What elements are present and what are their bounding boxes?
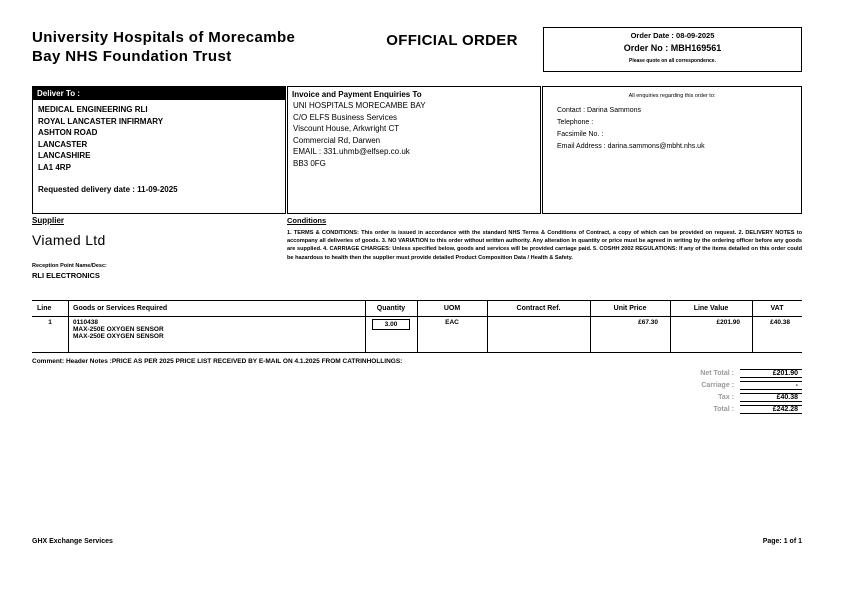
- cell-line-value: £201.90: [716, 319, 740, 326]
- tax-label: Tax :: [718, 393, 734, 401]
- reception-point-label: Reception Point Name/Desc:: [32, 263, 107, 269]
- col-goods: Goods or Services Required: [73, 304, 168, 312]
- item-description-2: MAX-250E OXYGEN SENSOR: [73, 333, 164, 340]
- supplier-label: Supplier: [32, 216, 65, 225]
- cell-quantity: [365, 316, 417, 352]
- net-total-value: £201.90: [740, 369, 802, 378]
- conditions-text: 1. TERMS & CONDITIONS: This order is issued in accordance with the standard NHS Terms & Conditions of Contract, a copy of which can be provided on request. 2. DELIVERY NOTES to accompany all deliveries of goods. 3. NO VARIATION to this order without written authority. Any alteration in quantity or price must be agreed in writing by the ordering officer before any goods are supplied. 4. CARRIAGE CHARGES: Unless specified below, goods and services will be provided carriage paid. 5. COSHH 2002 REGULATIONS: If any of the items detailed on this order could be hazardous to health then the supplier must provide detailed Product Composition Data / Health & Safety.: [287, 230, 802, 261]
- contact-label: Contact :: [557, 107, 586, 114]
- invoice-line: C/O ELFS Business Services: [293, 112, 398, 122]
- col-contract-ref: Contract Ref.: [516, 304, 561, 312]
- invoice-line: Commercial Rd, Darwen: [293, 135, 381, 145]
- supplier-name: Viamed Ltd: [32, 232, 106, 248]
- quantity-value: 3.00: [372, 319, 411, 330]
- order-date-row: [544, 28, 801, 40]
- invoice-line: BB3 0FG: [293, 158, 326, 168]
- reception-point-value: RLI ELECTRONICS: [32, 271, 100, 280]
- col-uom: UOM: [443, 304, 461, 312]
- address-line: LANCASTER: [38, 139, 88, 149]
- col-line: Line: [37, 304, 52, 312]
- invoice-line: UNI HOSPITALS MORECAMBE BAY: [293, 101, 426, 110]
- telephone-label: Telephone :: [557, 119, 594, 126]
- address-line: ROYAL LANCASTER INFIRMARY: [38, 116, 164, 126]
- address-line: LANCASHIRE: [38, 151, 91, 160]
- organisation-name: University Hospitals of Morecambe Bay NHS Foundation Trust: [32, 29, 296, 65]
- telephone-row: [557, 117, 791, 129]
- item-description-1: MAX-250E OXYGEN SENSOR: [73, 326, 164, 333]
- address-line: LA1 4RP: [38, 162, 71, 172]
- cell-contract-ref: [487, 316, 590, 352]
- email-row: [557, 141, 791, 153]
- conditions-title: Conditions: [287, 216, 327, 225]
- order-enquiries-block: [542, 86, 802, 214]
- tax-value: £40.38: [740, 393, 802, 402]
- carriage-value: -: [740, 381, 802, 390]
- deliver-to-address: [33, 100, 285, 196]
- quote-note: Please quote on all correspondence.: [629, 58, 716, 64]
- order-comment: Comment: Header Notes :PRICE AS PER 2025 PRICE LIST RECEIVED BY E-MAIL ON 4.1.2025 FROM CATRINHOLLINGS:: [32, 358, 403, 365]
- deliver-to-heading: Deliver To :: [33, 87, 285, 100]
- order-date-label: Order Date :: [630, 31, 674, 40]
- invoice-enquiries-block: [287, 86, 541, 214]
- cell-line-number: 1: [48, 319, 52, 326]
- invoice-address: [288, 100, 540, 169]
- table-bottom-rule: [32, 352, 802, 353]
- supplier-block: [32, 216, 286, 291]
- email-label: Email Address :: [557, 143, 606, 150]
- contact-row: [557, 105, 791, 117]
- cell-vat: £40.38: [770, 319, 790, 326]
- facsimile-row: [557, 129, 791, 141]
- line-items-table: [32, 300, 802, 352]
- carriage-label: Carriage :: [701, 381, 734, 389]
- totals-row: [640, 404, 802, 414]
- totals-row: [640, 368, 802, 378]
- totals-block: [640, 368, 802, 416]
- total-label: Total :: [713, 405, 734, 413]
- enquiries-details: [543, 99, 801, 153]
- cell-goods-description: [68, 316, 365, 352]
- document-title: OFFICIAL ORDER: [386, 32, 518, 49]
- col-unit-price: Unit Price: [613, 304, 647, 312]
- order-reference-box: [543, 27, 802, 72]
- item-code: 0110438: [73, 319, 98, 326]
- totals-row: [640, 380, 802, 390]
- col-vat: VAT: [770, 304, 784, 312]
- order-no-row: [544, 40, 801, 53]
- requested-delivery-date: Requested delivery date : 11-09-2025: [38, 185, 178, 194]
- email-value: darina.sammons@mbht.nhs.uk: [607, 143, 705, 150]
- col-quantity: Quantity: [376, 304, 406, 312]
- deliver-to-block: [32, 86, 286, 214]
- order-no-label: Order No :: [623, 43, 669, 53]
- cell-uom: EAC: [445, 319, 459, 326]
- order-date-value: 08-09-2025: [676, 31, 715, 40]
- table-header-row: [32, 300, 802, 316]
- address-line: MEDICAL ENGINEERING RLI: [38, 105, 148, 114]
- cell-unit-price: £67.30: [638, 319, 658, 326]
- invoice-heading: Invoice and Payment Enquiries To: [292, 90, 422, 99]
- address-line: ASHTON ROAD: [38, 128, 98, 137]
- total-value: £242.28: [740, 405, 802, 414]
- footer-service-name: GHX Exchange Services: [32, 538, 113, 545]
- contact-value: Darina Sammons: [586, 107, 642, 114]
- footer-page-number: Page: 1 of 1: [762, 538, 802, 545]
- invoice-line: Viscount House, Arkwright CT: [293, 124, 400, 133]
- facsimile-label: Facsimile No. :: [557, 131, 604, 138]
- totals-row: [640, 392, 802, 402]
- conditions-block: [287, 216, 802, 262]
- invoice-line: EMAIL : 331.uhmb@elfsep.co.uk: [293, 147, 410, 156]
- table-row: [32, 316, 802, 352]
- col-line-value: Line Value: [693, 304, 729, 312]
- net-total-label: Net Total :: [700, 369, 734, 377]
- order-no-value: MBH169561: [670, 43, 722, 53]
- enquiries-title: All enquiries regarding this order to:: [628, 93, 716, 99]
